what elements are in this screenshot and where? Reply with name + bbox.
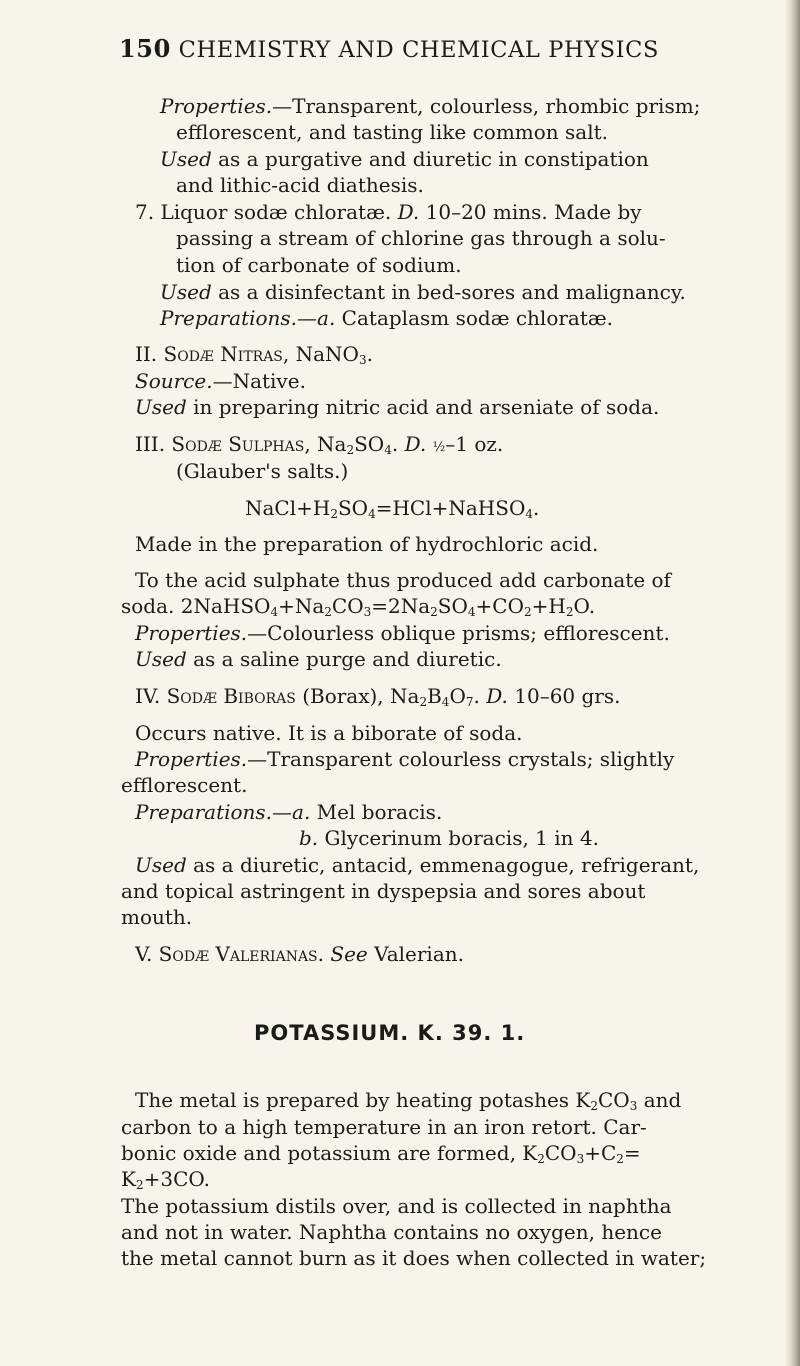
text-line: tion of carbonate of sodium. [176,253,462,277]
text-line: Used as a saline purge and diuretic. [135,647,502,671]
running-header [119,34,659,63]
text-line: The potassium distils over, and is collected in naphtha [121,1194,672,1218]
text-line: Preparations.—a. Cataplasm sodæ chloratæ. [160,306,614,330]
equation: $NaCl+H_2SO_4=HCl+NaHSO_4$. [245,496,540,521]
section-title-potassium: POTASSIUM. K. 39. 1. [254,1021,526,1045]
text-line: Properties.—Transparent, colourless, rhombic prism; [160,94,701,118]
text-line: Made in the preparation of hydrochloric acid. [135,532,599,556]
text-line: and not in water. Naphtha contains no oxygen, hence [121,1220,662,1244]
section-heading: IV. Sodæ Biboras (Borax), $Na_2B_4O_7$. D. 10–60 grs. [135,684,621,709]
text-line: To the acid sulphate thus produced add carbonate of [135,568,671,592]
running-title: CHEMISTRY AND CHEMICAL PHYSICS [178,37,659,63]
text-line: b. Glycerinum boracis, 1 in 4. [299,826,599,850]
equation: $K_2+3CO$. [121,1167,210,1192]
text-line: (Glauber's salts.) [176,459,349,483]
text-line: mouth. [121,905,193,929]
text-line: passing a stream of chlorine gas through a solu- [176,226,666,250]
text-line: Preparations.—a. Mel boracis. [135,800,443,824]
equation: soda. $2NaHSO_4+Na_2CO_3=2Na_2SO_4+CO_2+H_2O$. [121,594,596,619]
text-line: and topical astringent in dyspepsia and sores about [121,879,646,903]
text-line: 7. Liquor sodæ chloratæ. D. 10–20 mins. Made by [135,200,642,224]
section-heading: II. Sodæ Nitras, NaNO$_3$. [135,342,373,367]
text-line: The metal is prepared by heating potashes $K_2CO_3$ and [135,1088,682,1113]
text-line: Properties.—Transparent colourless crystals; slightly [135,747,675,771]
text-line: and lithic-acid diathesis. [176,173,424,197]
text-line: Used in preparing nitric acid and arseniate of soda. [135,395,660,419]
section-heading: III. Sodæ Sulphas, $Na_2SO_4$. D. ½–1 oz. [135,432,504,457]
text-line: Occurs native. It is a biborate of soda. [135,721,523,745]
text-line: Properties.—Colourless oblique prisms; efflorescent. [135,621,670,645]
text-line: Used as a disinfectant in bed-sores and malignancy. [160,280,686,304]
page-number: 150 [119,34,171,63]
text-line: carbon to a high temperature in an iron retort. Car- [121,1115,647,1139]
section-heading: V. Sodæ Valerianas. See Valerian. [135,942,464,966]
text-line: the metal cannot burn as it does when collected in water; [121,1246,707,1270]
text-line: Used as a diuretic, antacid, emmenagogue, refrigerant, [135,853,700,877]
page-edge-shadow [786,0,800,1366]
text-line: efflorescent, and tasting like common salt. [176,120,609,144]
text-line: Used as a purgative and diuretic in constipation [160,147,649,171]
text-line: efflorescent. [121,773,248,797]
text-line: bonic oxide and potassium are formed, $K_2CO_3+C_2=$ [121,1141,641,1166]
text-line: Source.—Native. [135,369,306,393]
